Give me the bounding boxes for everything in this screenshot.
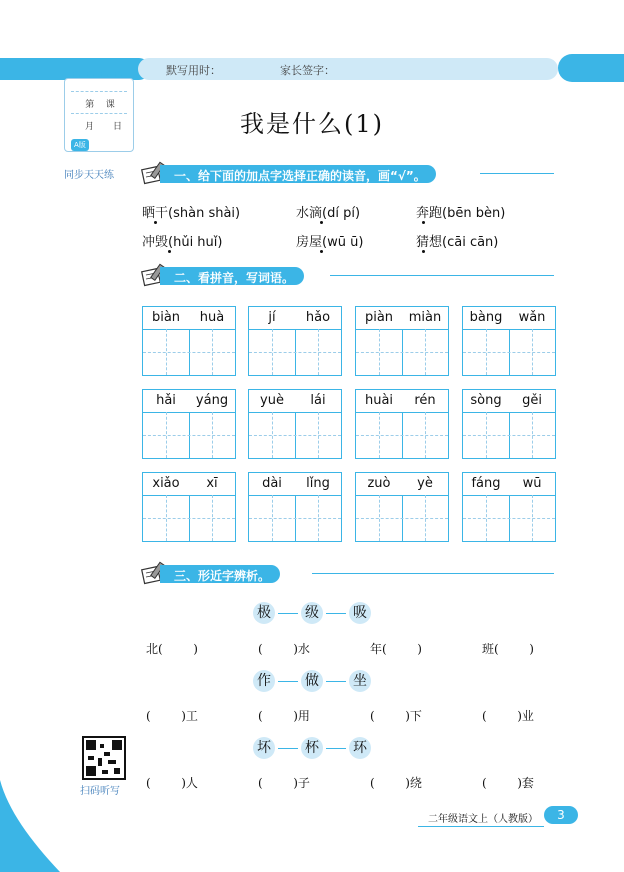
calendar-divider [71,91,127,92]
emphasis-dot [320,250,323,253]
blank-item: ( )下 [370,709,422,723]
emphasis-dot [422,221,425,224]
calendar-ring-icon [87,71,94,78]
calendar-month: 月 [85,122,95,132]
blank-item: ( )业 [482,709,534,723]
calendar-lesson: 第 课 [85,100,115,110]
section1-rule [480,173,554,174]
pinyin-box: piàn miàn [355,306,449,376]
header-bar [138,58,558,80]
pinyin-box: xiǎo xī [142,472,236,542]
s1-item-2: 水滴(dí pí) [296,206,361,221]
emphasis-dot [320,221,323,224]
parent-signature-label: 家长签字： [280,64,335,77]
pinyin-box: bàng wǎn [462,306,556,376]
pinyin-box: zuò yè [355,472,449,542]
scan-dictation-label: 扫码听写 [80,786,120,797]
pinyin-box: hǎi yáng [142,389,236,459]
page-title: 我是什么(1) [240,110,384,138]
qr-code-icon[interactable] [82,736,126,780]
section1-heading: 一、给下面的加点字选择正确的读音，画“√”。 [160,165,436,183]
blank-item: 班( ) [482,642,534,656]
section3-header [140,560,560,586]
section3-rule [312,573,554,574]
blank-item: 北( ) [146,642,198,656]
pinyin-box: biàn huà [142,306,236,376]
section2-heading: 二、看拼音，写词语。 [160,267,304,285]
s1-item-3: 奔跑(bēn bèn) [416,206,506,221]
header-tab-right [558,54,624,82]
blank-item: ( )子 [258,776,310,790]
section2-rule [330,275,554,276]
section1-header [140,160,560,186]
page-number: 3 [544,806,578,824]
s1-item-4: 冲毁(hǔi huǐ) [142,235,223,250]
section2-header [140,262,560,288]
blank-item: 年( ) [370,642,422,656]
pinyin-box: yuè lái [248,389,342,459]
s1-item-5: 房屋(wū ū) [296,235,364,250]
char-chain-2: 作 做 坐 [0,670,624,692]
blank-item: ( )工 [146,709,198,723]
corner-wave-decoration [0,780,60,872]
blank-item: ( )用 [258,709,310,723]
calendar-day: 日 [113,122,123,132]
section3-heading: 三、形近字辨析。 [160,565,280,583]
blank-item: ( )绕 [370,776,422,790]
pinyin-box: dài lǐng [248,472,342,542]
s1-item-1: 晒干(shàn shài) [142,206,241,221]
emphasis-dot [422,250,425,253]
dictation-time-label: 默写用时： [166,64,221,77]
s1-item-6: 猜想(cāi cān) [416,235,499,250]
char-chain-1: 极 级 吸 [0,602,624,624]
pinyin-box: fáng wū [462,472,556,542]
book-title: 二年级语文上（人教版） [418,810,544,827]
blank-item: ( )套 [482,776,534,790]
calendar-ring-icon [101,71,108,78]
char-chain-3: 坏 杯 环 [0,737,624,759]
pinyin-box: huài rén [355,389,449,459]
blank-item: ( )水 [258,642,310,656]
calendar-ring-icon [73,71,80,78]
calendar-ring-icon [115,71,122,78]
blank-item: ( )人 [146,776,198,790]
emphasis-dot [168,250,171,253]
pinyin-box: sòng gěi [462,389,556,459]
sync-practice-label: 同步天天练 [64,170,114,181]
pinyin-box: jí hǎo [248,306,342,376]
calendar-badge: A版 [71,139,89,151]
emphasis-dot [154,221,157,224]
